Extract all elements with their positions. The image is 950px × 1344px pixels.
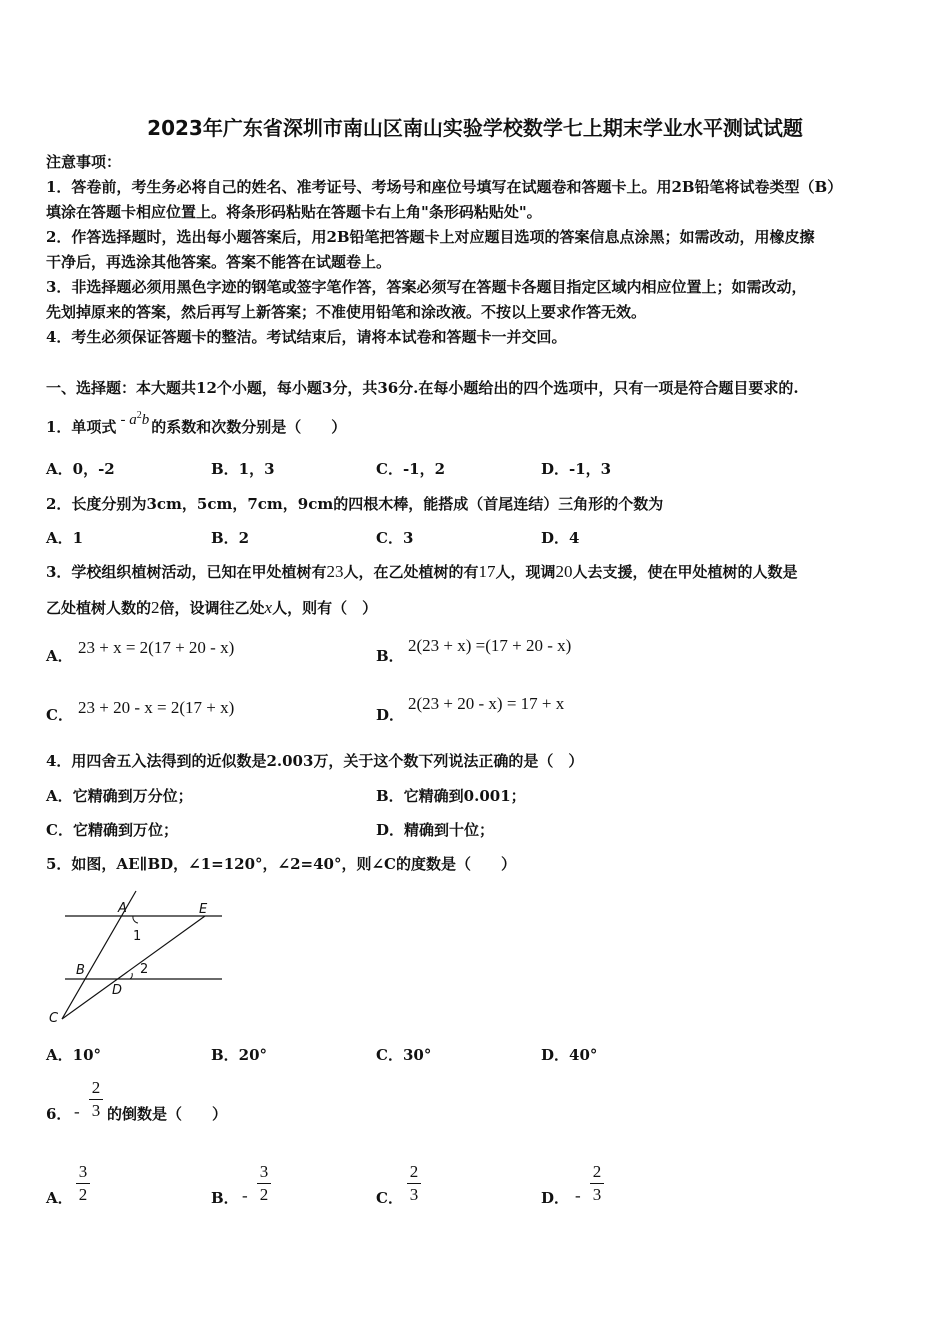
- label-C: C: [49, 1011, 59, 1026]
- equation: 2(23 + x) =(17 + 20 - x): [408, 636, 572, 655]
- geometry-figure: [40, 885, 240, 1030]
- option-label: D．: [541, 1189, 570, 1207]
- angle-2-arc: [130, 973, 132, 979]
- option: A．它精确到万分位；: [46, 787, 193, 805]
- notice-line: 2．作答选择题时，选出每小题答案后，用2B铅笔把答题卡上对应题目选项的答案信息点涂黑；如需改动，用橡皮擦: [46, 228, 815, 246]
- minus-sign: -: [74, 1102, 80, 1121]
- label-E: E: [199, 902, 208, 917]
- option: D．40°: [541, 1046, 598, 1064]
- minus-sign: -: [242, 1186, 248, 1205]
- equation: 2(23 + 20 - x) = 17 + x: [408, 694, 565, 713]
- question-1: [46, 410, 347, 438]
- label-D: D: [112, 983, 123, 998]
- option: B．它精确到0.001；: [376, 787, 526, 805]
- notice-line: 4．考生必须保证答题卡的整洁。考试结束后，请将本试卷和答题卡一并交回。: [46, 328, 567, 346]
- notice-line: 先划掉原来的答案，然后再写上新答案；不准使用铅笔和涂改液。不按以上要求作答无效。: [46, 303, 647, 321]
- option: A．0，-2: [46, 460, 115, 478]
- option: A．10°: [46, 1046, 102, 1064]
- option-label: B．: [376, 647, 404, 665]
- option: D．精确到十位；: [376, 821, 495, 839]
- equation: 23 + 20 - x = 2(17 + x): [78, 698, 235, 717]
- minus-sign: -: [575, 1186, 581, 1205]
- notice-line: 1．答卷前，考生务必将自己的姓名、准考证号、考场号和座位号填写在试题卷和答题卡上。用2B铅笔将试卷类型（B）: [46, 178, 843, 196]
- option: D．-1，3: [541, 460, 612, 478]
- question-3-line-1: 3．学校组织植树活动，已知在甲处植树有23人，在乙处植树的有17人，现调20人去支援，使在甲处植树的人数是: [46, 562, 798, 581]
- option: A．1: [46, 529, 84, 547]
- question-text: 1．单项式: [46, 418, 117, 436]
- fraction: 2 3: [407, 1163, 421, 1204]
- question-2: 2．长度分别为3cm，5cm，7cm，9cm的四根木棒，能搭成（首尾连结）三角形的个数为: [46, 495, 664, 513]
- fraction: 3 2: [257, 1163, 271, 1204]
- option-label: C．: [376, 1189, 403, 1207]
- option-label: A．: [46, 1189, 73, 1207]
- option: D．4: [541, 529, 580, 547]
- notice-heading: 注意事项：: [46, 153, 122, 171]
- option: B．20°: [211, 1046, 268, 1064]
- option: C．-1，2: [376, 460, 446, 478]
- section-heading: 一、选择题：本大题共12个小题，每小题3分，共36分.在每小题给出的四个选项中，只有一项是符合题目要求的.: [46, 379, 799, 397]
- fraction: 2 3: [89, 1079, 103, 1120]
- label-angle-2: 2: [140, 962, 149, 977]
- label-B: B: [76, 963, 85, 978]
- option: C．3: [376, 529, 414, 547]
- notice-line: 干净后，再选涂其他答案。答案不能答在试题卷上。: [46, 253, 392, 271]
- label-angle-1: 1: [133, 929, 142, 944]
- label-A: A: [118, 901, 127, 916]
- question-6-text: 的倒数是（ ）: [107, 1105, 228, 1123]
- option-label: A．: [46, 647, 73, 665]
- question-5: 5．如图，AE∥BD，∠1=120°，∠2=40°，则∠C的度数是（ ）: [46, 855, 516, 873]
- equation: 23 + x = 2(17 + 20 - x): [78, 638, 235, 657]
- monomial: - $a^2b$: [120, 410, 150, 428]
- option-label: C．: [46, 706, 73, 724]
- option: B．2: [211, 529, 250, 547]
- option-label: B．: [211, 1189, 239, 1207]
- option: B．1，3: [211, 460, 275, 478]
- notice-line: 填涂在答题卡相应位置上。将条形码粘贴在答题卡右上角"条形码粘贴处"。: [46, 203, 542, 221]
- question-6-number: 6．: [46, 1105, 72, 1123]
- option-label: D．: [376, 706, 405, 724]
- angle-1-arc: [133, 916, 138, 923]
- option: C．它精确到万位；: [46, 821, 178, 839]
- page-title: 2023年广东省深圳市南山区南山实验学校数学七上期末学业水平测试试题: [147, 116, 803, 140]
- option: C．30°: [376, 1046, 432, 1064]
- question-3-line-2: 乙处植树人数的2倍，设调往乙处x人，则有（ ）: [46, 598, 378, 617]
- notice-line: 3．非选择题必须用黑色字迹的钢笔或签字笔作答，答案必须写在答题卡各题目指定区域内相应位置上；如需改动，: [46, 278, 807, 296]
- fraction: 3 2: [76, 1163, 90, 1204]
- question-4: 4．用四舍五入法得到的近似数是2.003万，关于这个数下列说法正确的是（ ）: [46, 752, 584, 770]
- fraction: 2 3: [590, 1163, 604, 1204]
- question-text: 的系数和次数分别是（ ）: [151, 418, 347, 436]
